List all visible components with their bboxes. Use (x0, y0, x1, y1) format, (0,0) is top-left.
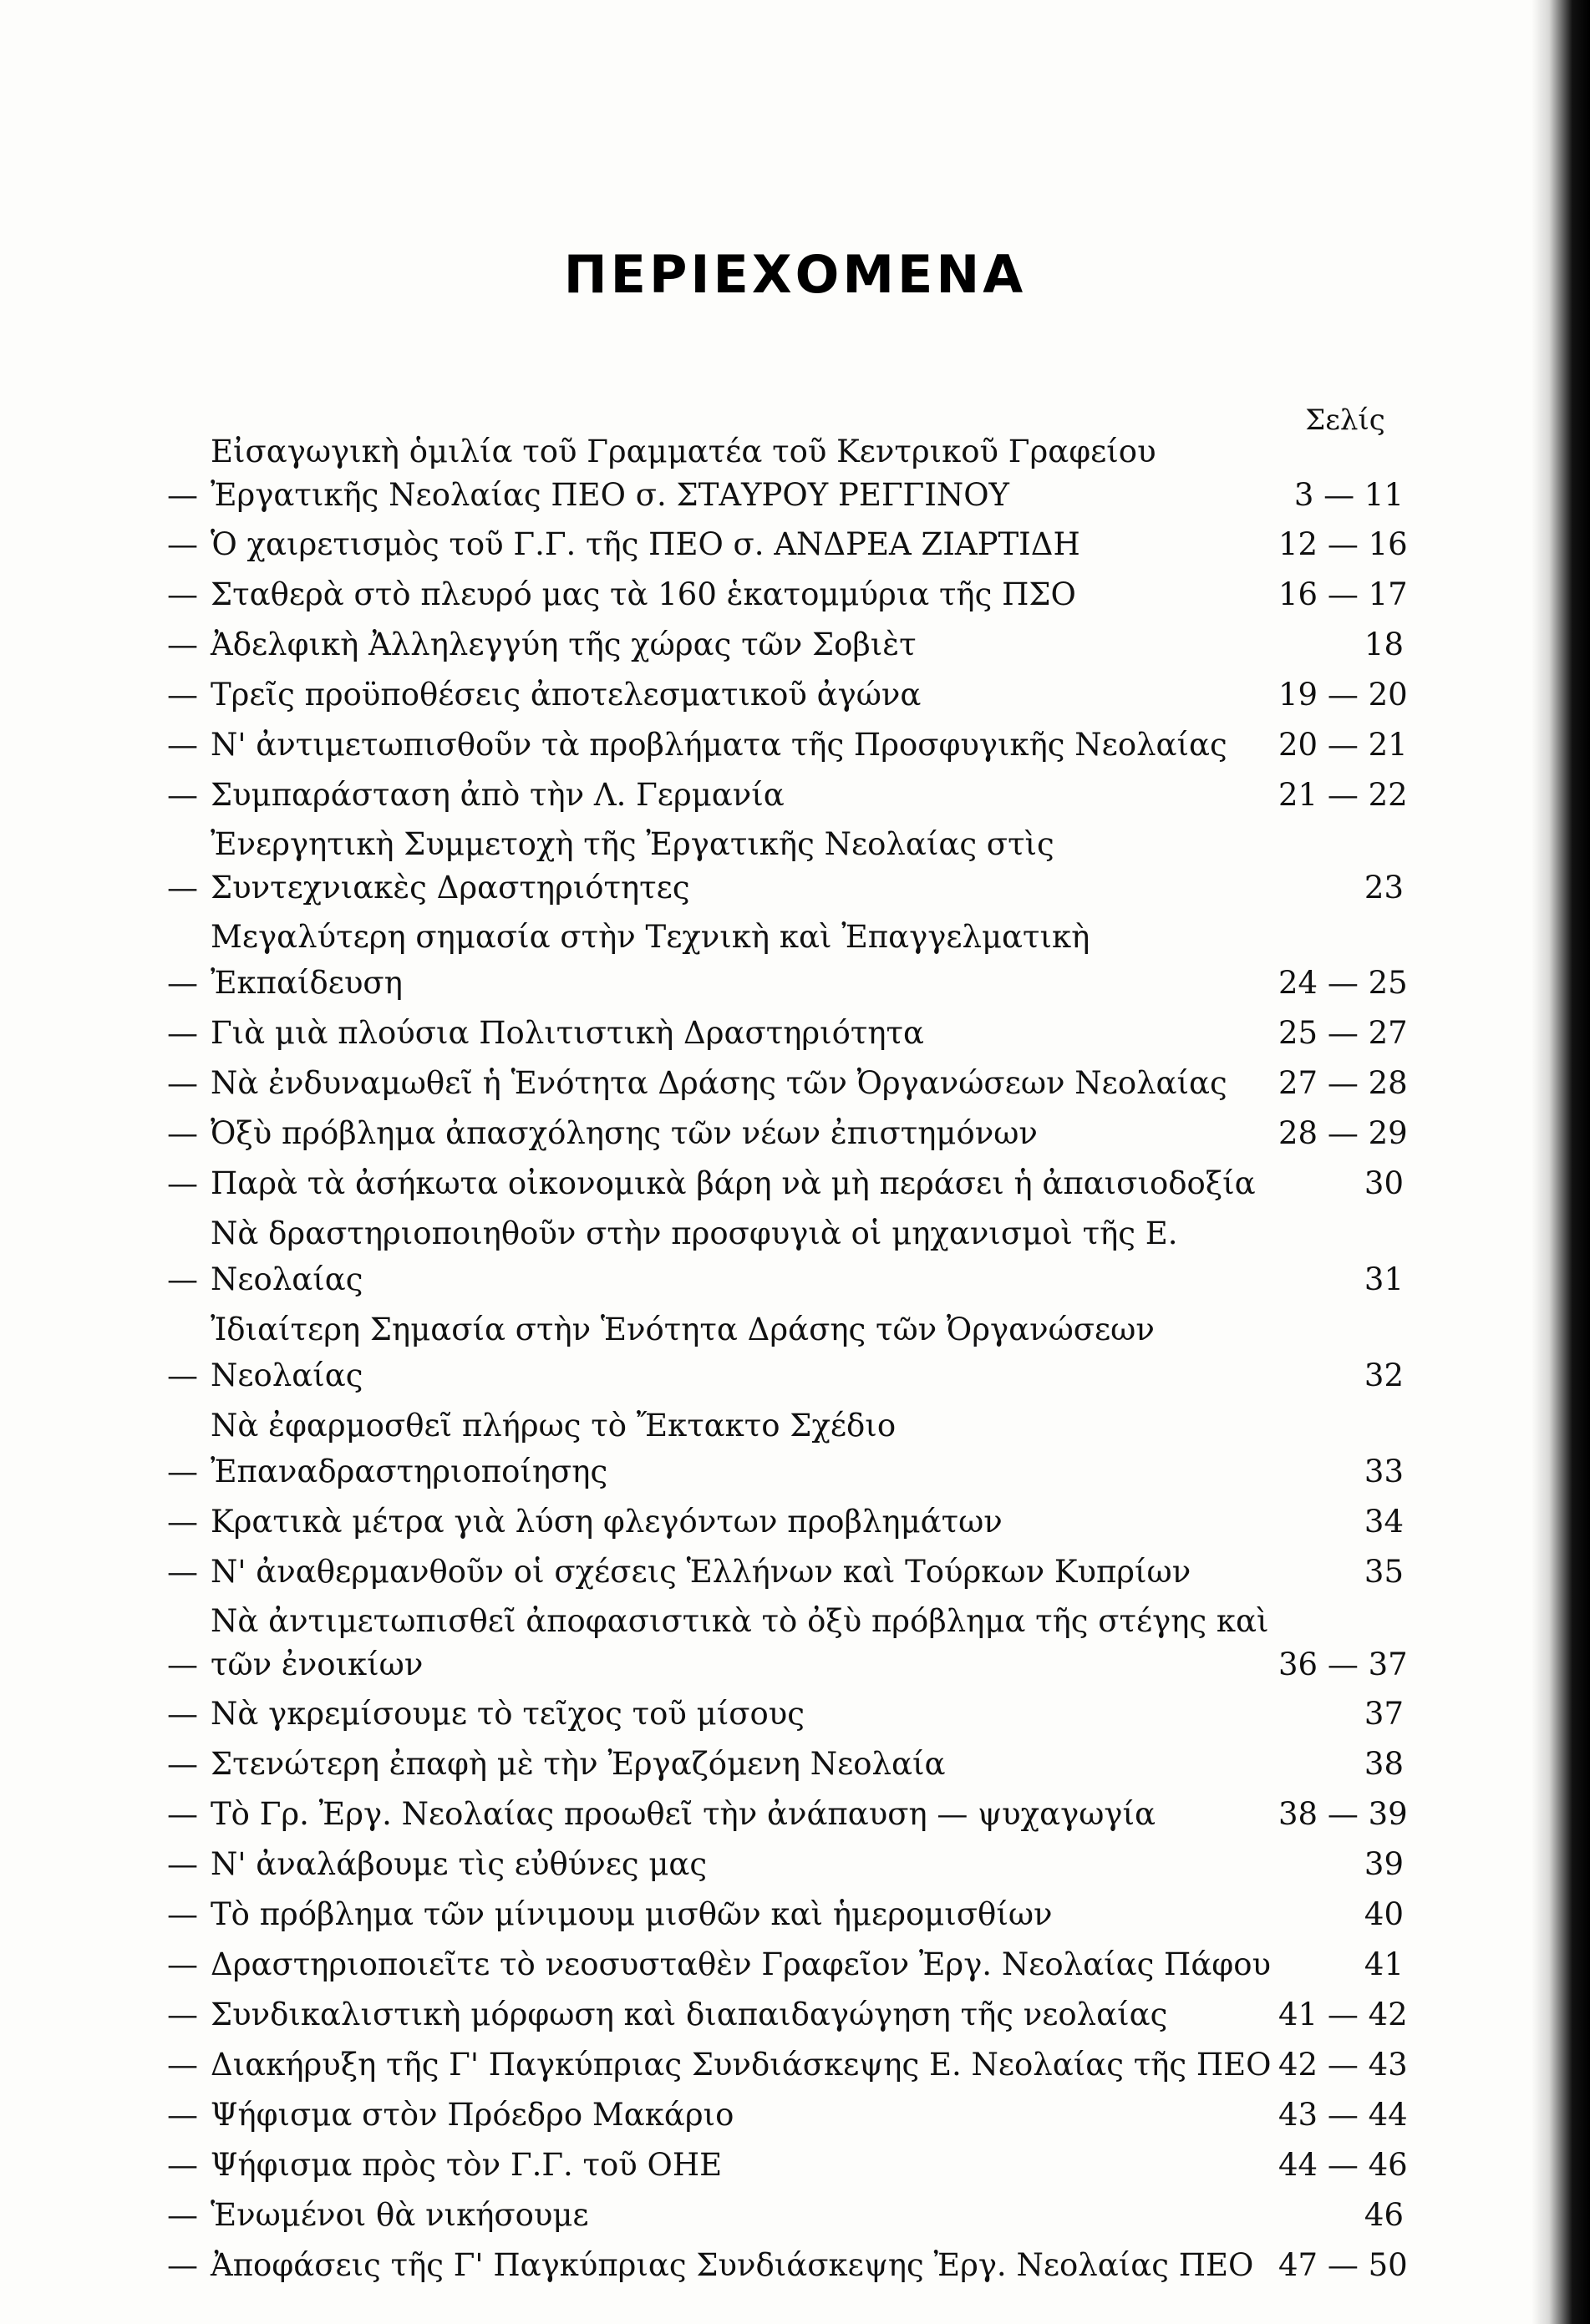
toc-entry-pages: 25 — 27 (1278, 1015, 1408, 1051)
toc-entry (167, 1110, 1408, 1156)
toc-entry-pages: 37 (1364, 1696, 1404, 1732)
toc-entry-title: Νὰ γκρεμίσουμε τὸ τεῖχος τοῦ μίσους (211, 1696, 805, 1732)
toc-entry-dash: — (167, 777, 198, 813)
toc-entry-pages: 36 — 37 (1278, 1647, 1408, 1682)
toc-entry-title: Στενώτερη ἐπαφὴ μὲ τὴν Ἐργαζόμενη Νεολαία (211, 1746, 946, 1782)
toc-entry-dash: — (167, 1261, 198, 1297)
toc-entry-title: Ν' ἀντιμετωπισθοῦν τὰ προβλήματα τῆς Προσφυγικῆς Νεολαίας (211, 727, 1227, 763)
toc-entry-dash: — (167, 1647, 198, 1682)
toc-entry-title: Ὁ χαιρετισμὸς τοῦ Γ.Γ. τῆς ΠΕΟ σ. ΑΝΔΡΕΑ ΖΙΑΡΤΙΔΗ (211, 526, 1080, 562)
scan-binding-edge (1532, 0, 1590, 2324)
toc-entry-pages: 18 (1364, 627, 1404, 662)
toc-entry-dash: — (167, 1454, 198, 1489)
toc-entry-pages: 43 — 44 (1278, 2097, 1408, 2133)
toc-entry (167, 571, 1408, 617)
toc-entry-title: Ν' ἀναθερμανθοῦν οἱ σχέσεις Ἑλλήνων καὶ Τούρκων Κυπρίων (211, 1554, 1191, 1590)
toc-entry-dash: — (167, 2247, 198, 2283)
toc-entry-dash: — (167, 1554, 198, 1590)
toc-entry (167, 1992, 1408, 2037)
toc-entry-pages: 12 — 16 (1278, 526, 1408, 562)
toc-entry-title: Νὰ ἐφαρμοσθεῖ πλήρως τὸ Ἔκτακτο Σχέδιο Ἐπαναδραστηριοποίησης (211, 1408, 897, 1489)
toc-entry-dash: — (167, 1504, 198, 1540)
toc-entry-title: Συνδικαλιστικὴ μόρφωση καὶ διαπαιδαγώγηση τῆς νεολαίας (211, 1997, 1168, 2032)
toc-entry-dash: — (167, 1696, 198, 1732)
toc-entry-pages: 47 — 50 (1278, 2247, 1408, 2283)
toc-entry-title: Τὸ Γρ. Ἐργ. Νεολαίας προωθεῖ τὴν ἀνάπαυση — ψυχαγωγία (211, 1796, 1156, 1832)
toc-entry (167, 1891, 1404, 1937)
toc-entry-pages: 41 (1364, 1946, 1404, 1982)
toc-entry-pages: 42 — 43 (1278, 2047, 1408, 2083)
toc-entry-dash: — (167, 2147, 198, 2183)
toc-entry (167, 2042, 1408, 2088)
toc-entry-dash: — (167, 965, 198, 1001)
toc-entry (167, 2142, 1408, 2188)
toc-entry-dash: — (167, 1065, 198, 1101)
toc-entry-pages: 24 — 25 (1278, 965, 1408, 1001)
toc-entry (167, 772, 1408, 818)
toc-entry-pages: 38 (1364, 1746, 1404, 1782)
page-title: ΠΕΡΙΕΧΟΜΕΝΑ (563, 244, 1027, 305)
toc-entry-title: Ἑνωμένοι θὰ νικήσουμε (211, 2197, 589, 2233)
toc-entry-dash: — (167, 870, 198, 906)
toc-entry-pages: 34 (1364, 1504, 1404, 1540)
toc-entry-title: Ψήφισμα στὸν Πρόεδρο Μακάριο (211, 2097, 734, 2133)
toc-entry-title: Ψήφισμα πρὸς τὸν Γ.Γ. τοῦ ΟΗΕ (211, 2147, 723, 2183)
toc-entry-dash: — (167, 1357, 198, 1393)
toc-entry-pages: 39 (1364, 1846, 1404, 1882)
toc-entry (167, 2092, 1408, 2138)
toc-entry-dash: — (167, 677, 198, 713)
toc-entry-pages: 38 — 39 (1278, 1796, 1408, 1832)
toc-entry-dash: — (167, 2097, 198, 2133)
toc-entry-title: Συμπαράσταση ἀπὸ τὴν Λ. Γερμανία (211, 777, 785, 813)
toc-entry-title: Ν' ἀναλάβουμε τὶς εὐθύνες μας (211, 1846, 708, 1882)
toc-entry (167, 521, 1408, 567)
toc-entry-dash: — (167, 2047, 198, 2083)
toc-entry-pages: 19 — 20 (1278, 677, 1408, 713)
toc-entry-dash: — (167, 1946, 198, 1982)
toc-entry (167, 1841, 1404, 1887)
page-column-header: Σελίς (1305, 403, 1385, 437)
toc-entry-dash: — (167, 627, 198, 662)
toc-entry-title: Ἀδελφικὴ Ἀλληλεγγύη τῆς χώρας τῶν Σοβιὲτ (211, 627, 917, 662)
toc-entry (167, 1160, 1404, 1206)
toc-entry-pages: 3 — 11 (1293, 477, 1404, 513)
toc-entry-title: Νὰ ἐνδυναμωθεῖ ἡ Ἑνότητα Δράσης τῶν Ὀργανώσεων Νεολαίας (211, 1065, 1227, 1101)
toc-entry-title: Νὰ ἀντιμετωπισθεῖ ἀποφασιστικὰ τὸ ὀξὺ πρόβλημα τῆς στέγης καὶ τῶν ἐνοικίων (211, 1603, 1269, 1682)
toc-entry-title: Εἰσαγωγικὴ ὁμιλία τοῦ Γραμματέα τοῦ Κεντρικοῦ Γραφείου Ἐργατικῆς Νεολαίας ΠΕΟ σ. ΣΤΑΥΡΟΥ ΡΕΓΓΙΝΟΥ (211, 434, 1156, 513)
toc-entry (167, 622, 1404, 667)
toc-entry-title: Τρεῖς προϋποθέσεις ἀποτελεσματικοῦ ἀγώνα (211, 677, 922, 713)
toc-entry-dash: — (167, 477, 198, 513)
toc-entry-dash: — (167, 1115, 198, 1151)
toc-entry-pages: 40 (1364, 1896, 1404, 1932)
toc-entry-dash: — (167, 576, 198, 612)
toc-entry-title: Διακήρυξη τῆς Γ' Παγκύπριας Συνδιάσκεψης Ε. Νεολαίας τῆς ΠΕΟ (211, 2047, 1272, 2083)
toc-entry-title: Δραστηριοποιεῖτε τὸ νεοσυσταθὲν Γραφεῖον Ἐργ. Νεολαίας Πάφου (211, 1946, 1271, 1982)
toc-entry-title: Μεγαλύτερη σημασία στὴν Τεχνικὴ καὶ Ἐπαγγελματικὴ Ἐκπαίδευση (211, 919, 1090, 1001)
toc-entry-pages: 35 (1364, 1554, 1404, 1590)
toc-entry (167, 823, 1404, 910)
toc-entry (167, 2192, 1404, 2238)
toc-entry (167, 2242, 1408, 2288)
toc-entry-pages: 31 (1364, 1261, 1404, 1297)
toc-entry (167, 722, 1408, 768)
toc-entry (167, 1499, 1404, 1545)
toc-entry-title: Ὀξὺ πρόβλημα ἀπασχόλησης τῶν νέων ἐπιστημόνων (211, 1115, 1038, 1151)
toc-entry-dash: — (167, 526, 198, 562)
toc-entry-pages: 27 — 28 (1278, 1065, 1408, 1101)
toc-entry-pages: 16 — 17 (1278, 576, 1408, 612)
toc-entry (167, 1549, 1404, 1595)
toc-entry-title: Γιὰ μιὰ πλούσια Πολιτιστικὴ Δραστηριότητα (211, 1015, 925, 1051)
toc-entry-dash: — (167, 1997, 198, 2032)
table-of-contents (167, 430, 1408, 2288)
toc-entry-pages: 30 (1364, 1165, 1404, 1201)
toc-entry (167, 914, 1408, 1006)
toc-entry-dash: — (167, 1896, 198, 1932)
toc-entry-pages: 23 (1364, 870, 1404, 906)
toc-entry (167, 1010, 1408, 1056)
toc-entry-pages: 21 — 22 (1278, 777, 1408, 813)
toc-entry-dash: — (167, 1015, 198, 1051)
toc-entry (167, 1941, 1404, 1987)
toc-entry-dash: — (167, 1165, 198, 1201)
toc-entry (167, 1210, 1404, 1302)
toc-entry-title: Νὰ δραστηριοποιηθοῦν στὴν προσφυγιὰ οἱ μηχανισμοὶ τῆς Ε. Νεολαίας (211, 1215, 1178, 1297)
toc-entry-dash: — (167, 1796, 198, 1832)
toc-entry-title: Ἰδιαίτερη Σημασία στὴν Ἑνότητα Δράσης τῶν Ὀργανώσεων Νεολαίας (211, 1312, 1155, 1393)
toc-entry (167, 1403, 1404, 1494)
toc-entry-dash: — (167, 727, 198, 763)
toc-entry (167, 672, 1408, 718)
toc-entry-dash: — (167, 1846, 198, 1882)
toc-entry-pages: 44 — 46 (1278, 2147, 1408, 2183)
toc-entry-title: Ἀποφάσεις τῆς Γ' Παγκύπριας Συνδιάσκεψης Ἐργ. Νεολαίας ΠΕΟ (211, 2247, 1254, 2283)
toc-entry-dash: — (167, 1746, 198, 1782)
toc-entry-pages: 41 — 42 (1278, 1997, 1408, 2032)
toc-entry (167, 430, 1404, 517)
toc-entry-title: Παρὰ τὰ ἀσήκωτα οἰκονομικὰ βάρη νὰ μὴ περάσει ἡ ἀπαισιοδοξία (211, 1165, 1256, 1201)
toc-entry (167, 1691, 1404, 1737)
toc-entry (167, 1791, 1408, 1837)
toc-entry-title: Κρατικὰ μέτρα γιὰ λύση φλεγόντων προβλημάτων (211, 1504, 1003, 1540)
toc-entry (167, 1307, 1404, 1398)
toc-entry (167, 1600, 1408, 1687)
toc-entry-title: Τὸ πρόβλημα τῶν μίνιμουμ μισθῶν καὶ ἡμερομισθίων (211, 1896, 1053, 1932)
toc-entry-pages: 33 (1364, 1454, 1404, 1489)
toc-entry-dash: — (167, 2197, 198, 2233)
toc-entry-pages: 20 — 21 (1278, 727, 1408, 763)
toc-entry (167, 1060, 1408, 1106)
toc-entry-pages: 28 — 29 (1278, 1115, 1408, 1151)
toc-entry (167, 1741, 1404, 1787)
toc-entry-pages: 32 (1364, 1357, 1404, 1393)
toc-entry-title: Ἐνεργητικὴ Συμμετοχὴ τῆς Ἐργατικῆς Νεολαίας στὶς Συντεχνιακὲς Δραστηριότητες (211, 826, 1054, 906)
toc-entry-title: Σταθερὰ στὸ πλευρό μας τὰ 160 ἑκατομμύρια τῆς ΠΣΟ (211, 576, 1076, 612)
toc-entry-pages: 46 (1364, 2197, 1404, 2233)
